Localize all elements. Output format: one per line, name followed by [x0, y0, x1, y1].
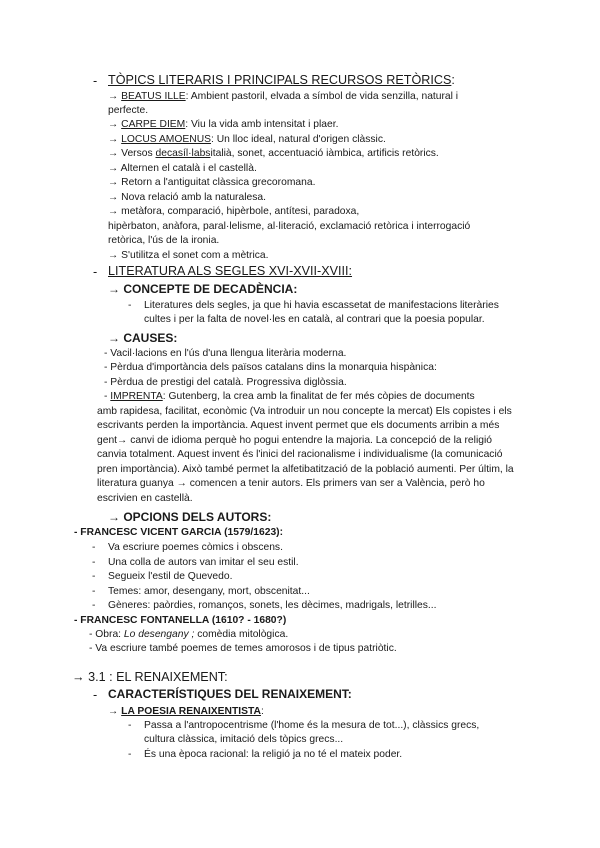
metafora-line: → metàfora, comparació, hipèrbole, antítesi, paradoxa, [108, 206, 360, 217]
concepte-line-1: Literatures dels segles, ja que hi havia escassetat de manifestacions literàries [144, 300, 499, 311]
imprenta-line-5: canvia totalment. Aquest invent és l'inici del racionalisme i individualisme (la comunicació [97, 449, 503, 460]
va-escriure-line: - Va escriure també poemes de temes amorosos i de tipus patriòtic. [89, 643, 397, 654]
garcia-item: Una colla de autors van imitar el seu estil. [108, 557, 299, 568]
opcions-heading: → OPCIONS DELS AUTORS: [108, 510, 272, 524]
sonet-line: → S'utilitza el sonet com a mètrica. [108, 250, 269, 261]
obra-line: - Obra: Lo desengany ; comèdia mitològica. [89, 629, 289, 640]
section2-dash: - [93, 265, 98, 279]
concepte-line-2: cultes i per la falta de novel·les en català, al contrari que la poesia popular. [144, 314, 485, 325]
garcia-item: Temes: amor, desengany, mort, obscenitat... [108, 586, 310, 597]
poesia-heading: → LA POESIA RENAIXENTISTA: [108, 706, 264, 717]
carpe-diem-line: → CARPE DIEM: Viu la vida amb intensitat i plaer. [108, 119, 339, 130]
section3-dash: - [93, 688, 98, 702]
imprenta-line-7: literatura guanya → comencen a tenir autors. Els primers van ser a València, però ho [97, 478, 485, 489]
beatus-ille-line: → BEATUS ILLE: Ambient pastoril, elvada a símbol de vida senzilla, natural i [108, 91, 459, 102]
imprenta-line-4: gent→ canvi de idioma perquè ho pogui entendre la majoria. La concepció de la religió [97, 435, 492, 446]
fontanella-heading: - FRANCESC FONTANELLA (1610? - 1680?) [74, 615, 287, 626]
renaixement-bullet: - [128, 720, 132, 731]
retorica-line: retòrica, l'ús de la ironia. [108, 235, 220, 246]
renaixement-item-2: És una època racional: la religió ja no té el mateix poder. [144, 749, 403, 760]
imprenta-line-2: amb rapidesa, facilitat, econòmic (Va introduir un nou concepte la mercat) Els copistes i els [97, 406, 512, 417]
caracteristiques-heading: CARACTERÍSTIQUES DEL RENAIXEMENT: [108, 687, 352, 701]
causa-3: - Pèrdua de prestigi del català. Progressiva diglòssia. [104, 377, 347, 388]
document-page: - TÒPICS LITERARIS I PRINCIPALS RECURSOS RETÒRICS: → BEATUS ILLE: Ambient pastoril, elvada a símbol de vida senzilla, natural i perfecte. → CARPE DIEM: Viu la vida amb intensitat i plaer. → LOCUS AMOENUS: Un lloc ideal, natural d'origen clàssic. → Versos decasíl·labsitalià, sonet, accentuació iàmbica, artificis retòrics. → Alternen el català i el castellà. → Retorn a l'antiguitat clàssica grecoromana. → Nova relació amb la naturalesa. → metàfora, comparació, hipèrbole, antítesi, paradoxa, hipèrbaton, anàfora, paral·lelisme, al·literació, exclamació retòrica i interrogació retòrica, l'ús de la ironia. → S'utilitza el sonet com a mètrica. - LITERATURA ALS SEGLES XVI-XVII-XVIII: → CONCEPTE DE DECADÈNCIA: - Literatures dels segles, ja que hi havia escassetat de manifestacions literàries cultes i per la falta de novel·les en català, al contrari que la poesia popular. → CAUSES: - Vacil·lacions en l'ús d'una llengua literària moderna. - Pèrdua d'importància dels països catalans dins la monarquia hispànica: - Pèrdua de prestigi del català. Progressiva diglòssia. - IMPRENTA: Gutenberg, la crea amb la finalitat de fer més còpies de documents amb rapidesa, facilitat, econòmic (Va introduir un nou concepte la mercat) Els copistes i els escrivants perden la importància. Aquest invent permet que els documents arribin a més gent→ canvi de idioma perquè ho pogui entendre la majoria. La concepció de la religió canvia totalment. Aquest invent és l'inici del racionalisme i individualisme (la comunicació pren importància). Això també permet la alfetibatització de la població aumenti. Per últim, la literatura guanya → comencen a tenir autors. Els primers van ser a València, però ho escrivien en castellà. → OPCIONS DELS AUTORS: - FRANCESC VICENT GARCIA (1579/1623): - Va escriure poemes còmics i obscens. - Una colla de autors van imitar el seu estil. - Segueix l'estil de Quevedo. - Temes: amor, desengany, mort, obscenitat... - Gèneres: paòrdies, romanços, sonets, les dècimes, madrigals, letrilles... - FRANCESC FONTANELLA (1610? - 1680?) - Obra: Lo desengany ; comèdia mitològica. - Va escriure també poemes de temes amorosos i de tipus patriòtic. → 3.1 : EL RENAIXEMENT: - CARACTERÍSTIQUES DEL RENAIXEMENT: → LA POESIA RENAIXENTISTA: - Passa a l'antropocentrisme (l'home és la mesura de tot...), clàssics grecs, cultura clàssica, imitació dels tòpics grecs... - És una època racional: la religió ja no té el mateix poder. [72, 73, 514, 760]
imprenta-term: IMPRENTA [110, 391, 163, 402]
imprenta-line: - IMPRENTA: Gutenberg, la crea amb la finalitat de fer més còpies de documents [104, 391, 475, 402]
section1-title-text: TÒPICS LITERARIS I PRINCIPALS RECURSOS RETÒRICS [108, 73, 452, 87]
renaixement-item-1: Passa a l'antropocentrisme (l'home és la mesura de tot...), clàssics grecs, [144, 720, 480, 731]
imprenta-line-3: escrivants perden la importància. Aquest invent permet que els documents arribin a més [97, 420, 500, 431]
versos-line: → Versos decasíl·labsitalià, sonet, accentuació iàmbica, artificis retòrics. [108, 148, 439, 159]
locus-amoenus-term: LOCUS AMOENUS [121, 134, 212, 145]
garcia-item: Segueix l'estil de Quevedo. [108, 571, 233, 582]
versos-term: decasíl·labs [155, 148, 211, 159]
section1-dash: - [93, 74, 98, 88]
garcia-heading: - FRANCESC VICENT GARCIA (1579/1623): [74, 527, 284, 538]
imprenta-line-8: escrivien en castellà. [97, 493, 193, 504]
garcia-item: Va escriure poemes còmics i obscens. [108, 542, 283, 553]
carpe-diem-term: CARPE DIEM [121, 119, 186, 130]
hiperbaton-line: hipèrbaton, anàfora, paral·lelisme, al·literació, exclamació retòrica i interrogació [108, 221, 471, 232]
garcia-item: Gèneres: paòrdies, romanços, sonets, les dècimes, madrigals, letrilles... [108, 600, 437, 611]
causa-2: - Pèrdua d'importància dels països catalans dins la monarquia hispànica: [104, 362, 437, 373]
renaixement-item-1-cont: cultura clàssica, imitació dels tòpics grecs... [144, 734, 344, 745]
renaixement-heading: → 3.1 : EL RENAIXEMENT: [72, 670, 228, 684]
causa-1: - Vacil·lacions en l'ús d'una llengua literària moderna. [104, 348, 347, 359]
imprenta-line-6: pren importància). Això també permet la alfetibatització de la població aumenti. Per últim, la [97, 464, 514, 475]
concepte-bullet: - [128, 300, 132, 311]
locus-amoenus-line: → LOCUS AMOENUS: Un lloc ideal, natural d'origen clàssic. [108, 134, 386, 145]
obra-title: Lo desengany ; [123, 629, 195, 640]
nova-relacio-line: → Nova relació amb la naturalesa. [108, 192, 266, 203]
beatus-ille-term: BEATUS ILLE [121, 91, 186, 102]
renaixement-bullet: - [128, 749, 132, 760]
poesia-term: LA POESIA RENAIXENTISTA [121, 706, 261, 717]
beatus-ille-line-2: perfecte. [108, 105, 149, 116]
section2-title: LITERATURA ALS SEGLES XVI-XVII-XVIII: [108, 264, 353, 278]
section1-title: TÒPICS LITERARIS I PRINCIPALS RECURSOS RETÒRICS: [108, 73, 455, 87]
causes-heading: → CAUSES: [108, 331, 178, 345]
retorn-line: → Retorn a l'antiguitat clàssica grecoromana. [108, 177, 316, 188]
concepte-heading: → CONCEPTE DE DECADÈNCIA: [108, 282, 298, 296]
alternen-line: → Alternen el català i el castellà. [108, 163, 257, 174]
